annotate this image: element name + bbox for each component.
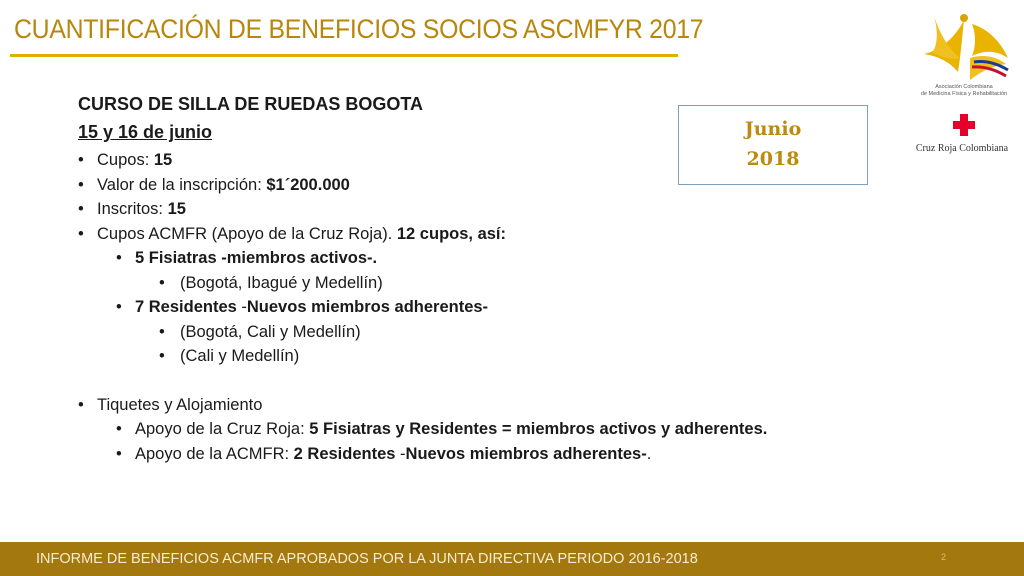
footer-bar: [0, 542, 1024, 576]
bullet-icon: •: [159, 347, 165, 365]
list-item-residentes-cities-1: • (Bogotá, Cali y Medellín): [78, 320, 878, 345]
bullet-icon: •: [78, 200, 84, 218]
cruz-roja-name: Cruz Roja Colombiana: [915, 143, 1009, 154]
bullet-icon: •: [116, 298, 122, 316]
footer-text: INFORME DE BENEFICIOS ACMFR APROBADOS POR LA JUNTA DIRECTIVA PERIODO 2016-2018: [36, 551, 698, 567]
list-item-cupos-acmfr: • Cupos ACMFR (Apoyo de la Cruz Roja). 12 cupos, así:: [78, 222, 878, 247]
association-name: Asociación Colombiana de Medicina Física y Rehabilitación: [920, 84, 1008, 97]
bullet-icon: •: [159, 322, 165, 341]
date-box: [678, 105, 868, 185]
list-item-fisiatras-cities: • (Bogotá, Ibagué y Medellín): [78, 271, 878, 296]
list-item-cupos: • Cupos: 15: [78, 148, 878, 173]
spacer: [78, 369, 878, 393]
bullet-icon: •: [159, 273, 165, 292]
cruz-roja-logo: [900, 112, 1024, 158]
date-month: Junio: [744, 118, 802, 140]
bullet-icon: •: [78, 395, 84, 414]
list-item-apoyo-cruz-roja: • Apoyo de la Cruz Roja: 5 Fisiatras y Residentes = miembros activos y adherentes.: [78, 417, 878, 442]
list-item-residentes: • 7 Residentes -Nuevos miembros adherentes-: [78, 295, 878, 320]
red-cross-icon: [953, 114, 975, 136]
list-item-apoyo-acmfr: • Apoyo de la ACMFR: 2 Residentes -Nuevos miembros adherentes-.: [78, 442, 878, 467]
date-year: 2018: [746, 148, 800, 170]
eagle-wings-icon: [912, 10, 1016, 84]
list-item-inscritos: • Inscritos: 15: [78, 197, 878, 222]
list-item-residentes-cities-2: • (Cali y Medellín): [78, 344, 878, 369]
course-title: CURSO DE SILLA DE RUEDAS BOGOTA: [78, 94, 424, 114]
page-number: 2: [940, 552, 946, 562]
bullet-icon: •: [116, 249, 122, 267]
bullet-icon: •: [78, 175, 84, 194]
list-item-valor: • Valor de la inscripción: $1´200.000: [78, 173, 878, 198]
bullet-icon: •: [78, 151, 84, 169]
list-item-fisiatras: • 5 Fisiatras -miembros activos-.: [78, 246, 878, 271]
association-logo: [912, 10, 1016, 102]
bullet-icon: •: [116, 444, 122, 463]
bullet-icon: •: [116, 420, 122, 438]
title-underline: [10, 54, 678, 57]
course-dates: 15 y 16 de junio: [78, 122, 213, 142]
slide-title: CUANTIFICACIÓN DE BENEFICIOS SOCIOS ASCMFYR 2017: [14, 14, 704, 44]
bullet-icon: •: [78, 224, 84, 243]
list-item-tiquetes: • Tiquetes y Alojamiento: [78, 393, 878, 418]
